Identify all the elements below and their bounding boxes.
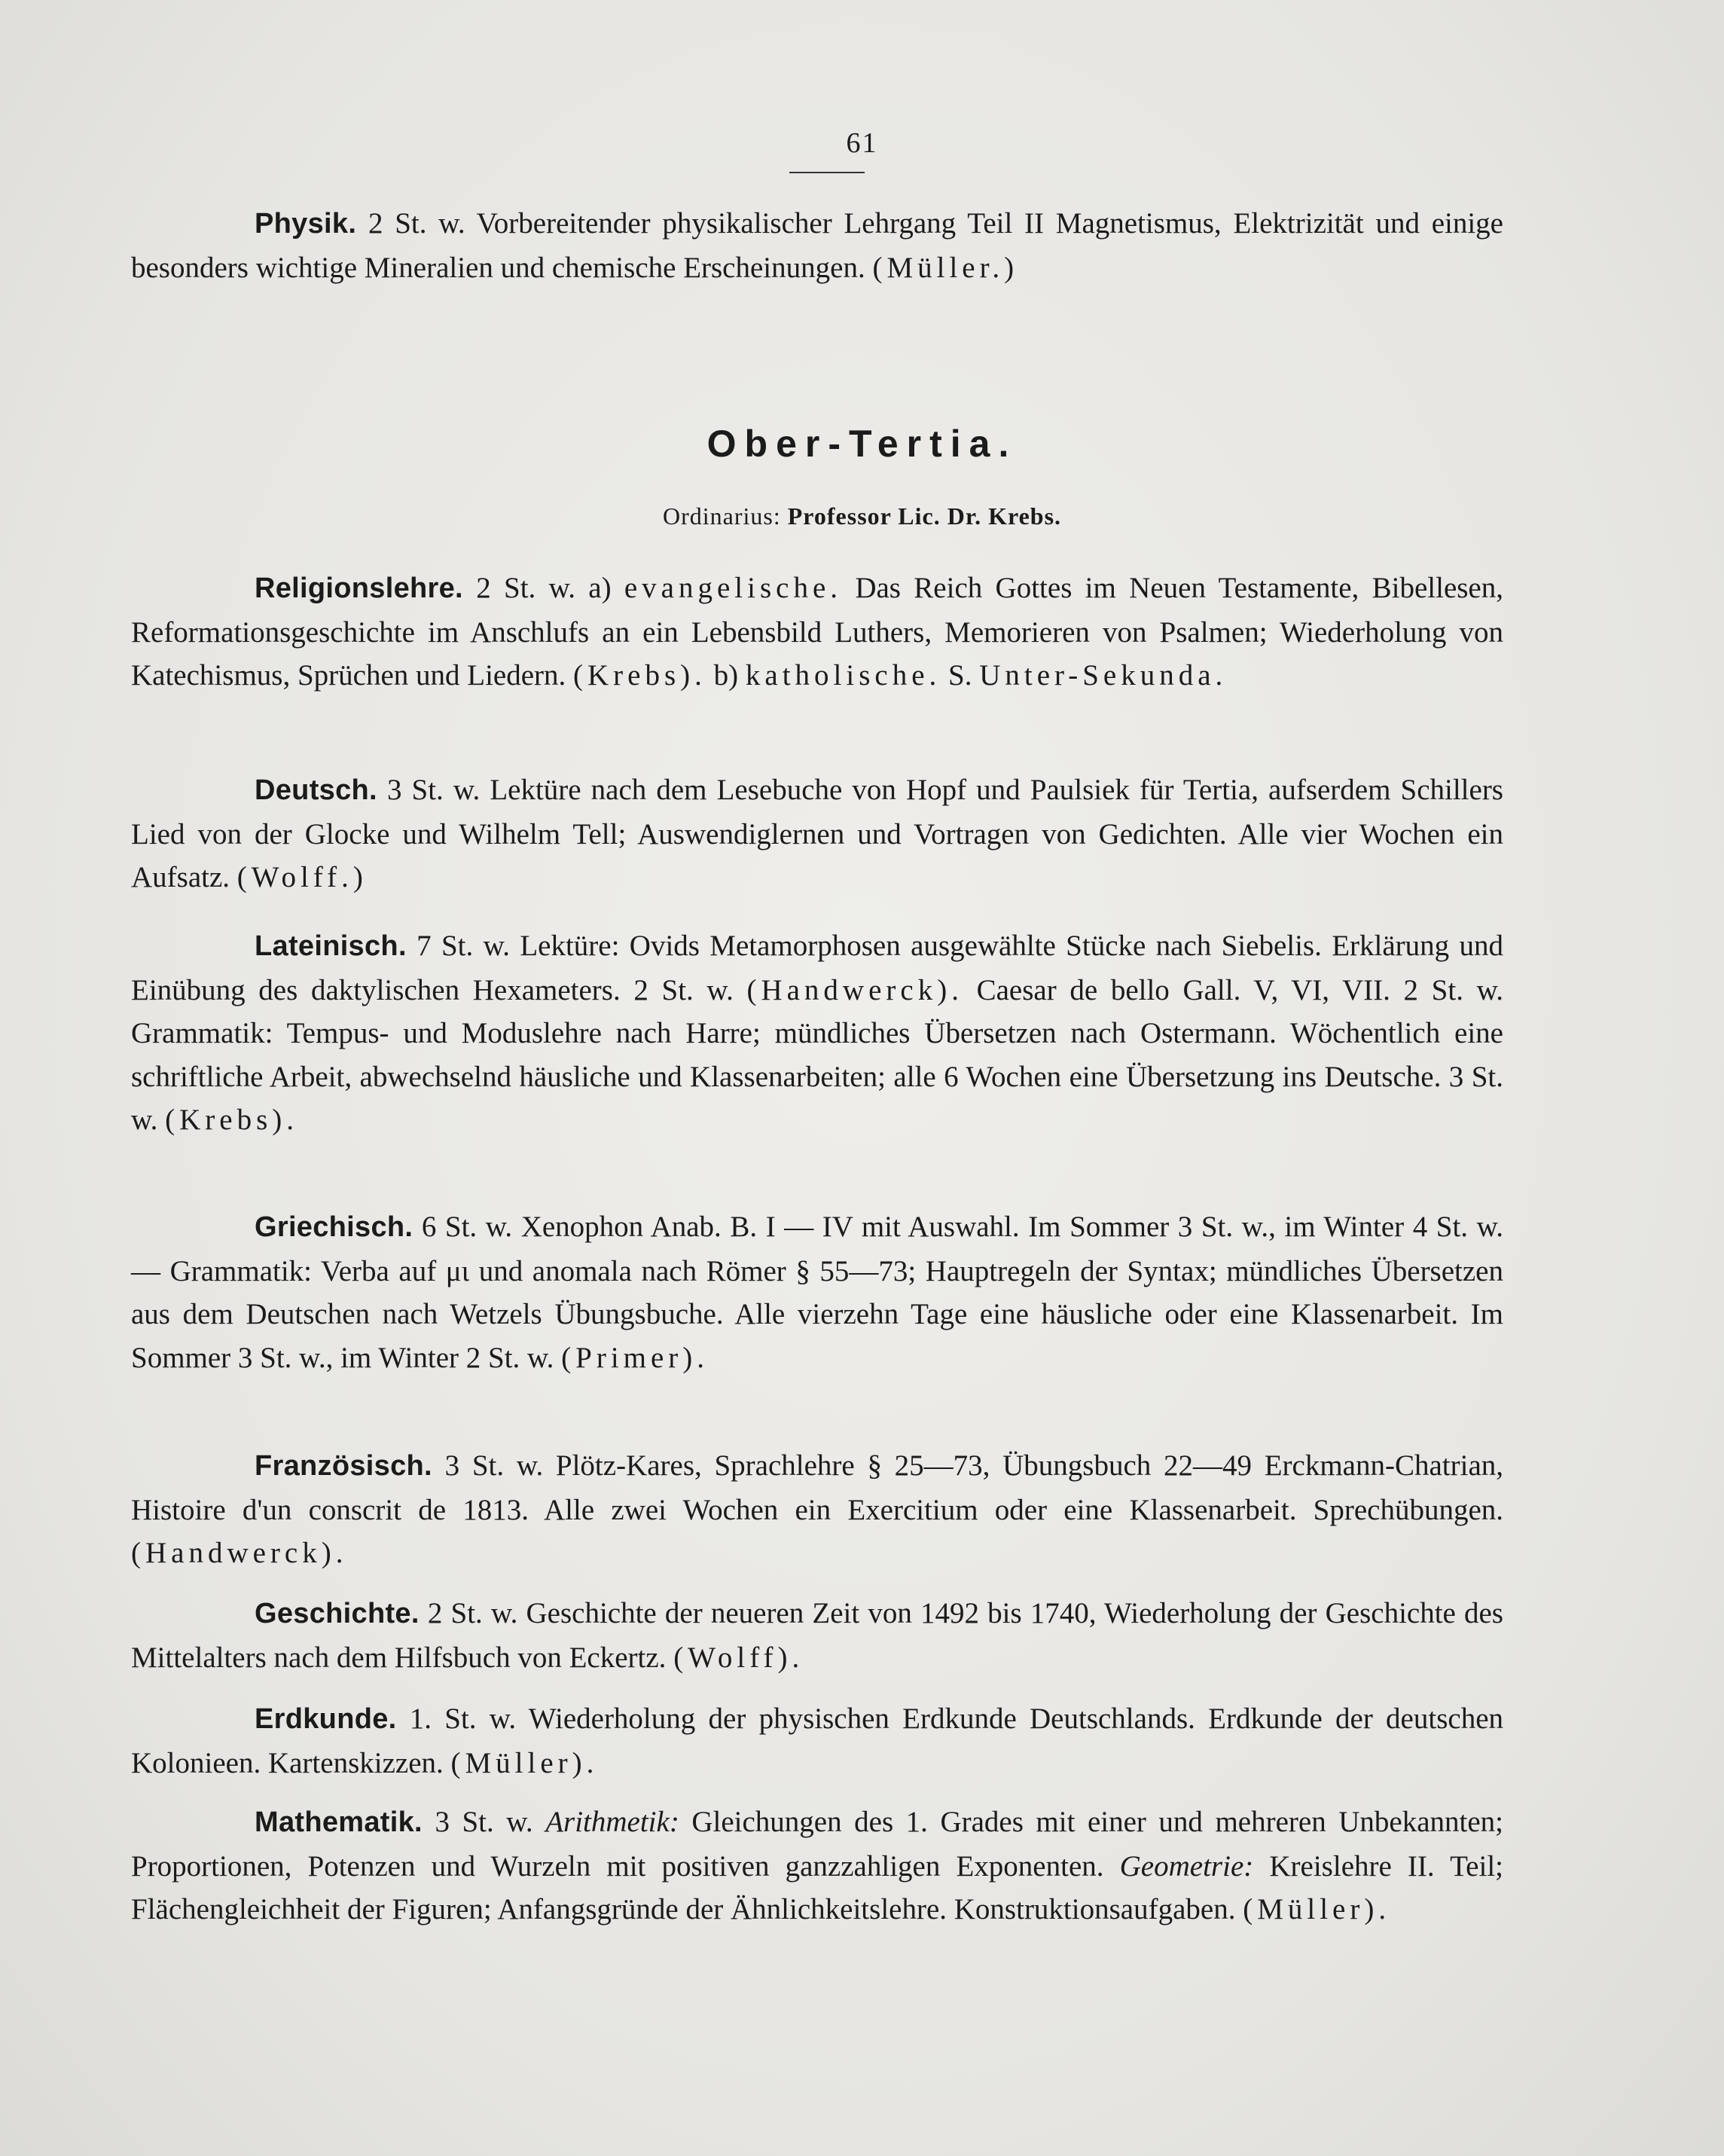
heading-religion: Religionslehre. [255,573,463,604]
heading-latein: Lateinisch. [255,930,407,962]
text-latein-1: 7 St. w. Lektüre: Ovids Metamorphosen ausgewählte Stücke nach Siebelis. Erklärung und Einübung des daktylischen Hexameters. 2 St. w. [131,930,1503,1006]
text-erdkunde: 1. St. w. Wiederholung der physischen Erdkunde Deutschlands. Erdkunde der deutschen Kolonieen. Kartenskizzen. [131,1703,1503,1779]
teacher-deutsch: (Wolff.) [236,861,368,893]
teacher-latein-2: (Krebs). [165,1104,299,1136]
heading-franzoesisch: Französisch. [255,1450,432,1482]
text-geschichte: 2 St. w. Geschichte der neueren Zeit von 1492 bis 1740, Wiederholung der Geschichte des Mittelalters nach dem Hilfsbuch von Eckertz. [131,1597,1503,1674]
class-title: Ober-Tertia. [706,423,1018,465]
teacher-erdkunde: (Müller). [450,1746,599,1779]
section-geschichte [131,1592,1503,1679]
ordinarius-name: Professor Lic. Dr. Krebs. [787,502,1062,530]
heading-geschichte: Geschichte. [255,1598,420,1629]
ordinarius-label: Ordinarius: [662,502,781,530]
section-mathematik [131,1800,1503,1932]
mathematik-geometrie: Geometrie: [1119,1849,1254,1883]
text-griechisch: 6 St. w. Xenophon Anab. B. I — IV mit Auswahl. Im Sommer 3 St. w., im Winter 4 St. w. — Grammatik: Verba auf μι und anomala nach Römer § 55—73; Hauptregeln der Syntax; mündliches Übersetzen aus dem Deutschen nach Wetzels Übungsbuche. Alle vierzehn Tage eine häusliche oder eine Klassenarbeit. Im Sommer 3 St. w., im Winter 2 St. w. [131,1211,1503,1374]
section-religion [131,566,1503,698]
text-mathematik-3: Kreislehre II. Teil; Flächengleichheit der Figuren; Anfangsgründe der Ähnlichkeitslehre. Konstruktionsaufgaben. [131,1849,1503,1925]
text-latein-2: Caesar de bello Gall. V, VI, VII. 2 St. w. Grammatik: Tempus- und Moduslehre nach Harre; mündliches Übersetzen nach Ostermann. Wöchentlich eine schriftliche Arbeit, abwechselnd häusliche und Klassenarbeiten; alle 6 Wochen eine Übersetzung ins Deutsche. 3 St. w. [131,973,1503,1136]
teacher-geschichte: (Wolff). [673,1641,804,1674]
ordinarius [0,502,1724,530]
section-erdkunde [131,1697,1503,1785]
teacher-religion: (Krebs). [573,659,706,692]
heading-deutsch: Deutsch. [255,774,377,806]
religion-ref: Unter-Sekunda. [979,659,1228,692]
text-franzoesisch: 3 St. w. Plötz-Kares, Sprachlehre § 25—73, Übungsbuch 22—49 Erckmann-Chatrian, Histoire d'un conscrit de 1813. Alle zwei Wochen ein Exercitium oder eine Klassenarbeit. Sprechübungen. [131,1449,1503,1526]
teacher-latein-1: (Handwerck). [746,973,963,1006]
text-deutsch: 3 St. w. Lektüre nach dem Lesebuche von Hopf und Paulsiek für Tertia, aufserdem Schillers Lied von der Glocke und Wilhelm Tell; Auswendiglernen und Vortragen von Gedichten. Alle vier Wochen ein Aufsatz. [131,774,1503,893]
section-deutsch [131,768,1503,899]
teacher-mathematik: (Müller). [1243,1893,1391,1925]
heading-mathematik: Mathematik. [255,1806,423,1838]
text-mathematik-2: Gleichungen des 1. Grades mit einer und mehreren Unbekannten; Proportionen, Potenzen und Wurzeln mit positiven ganzzahligen Exponenten. [131,1806,1503,1883]
text-mathematik-1: 3 St. w. [422,1806,546,1838]
teacher-franzoesisch: (Handwerck). [131,1537,348,1569]
teacher-griechisch: (Primer). [561,1341,709,1374]
text-religion-3: b) [706,659,746,692]
section-griechisch [131,1205,1503,1379]
page-number-rule [789,172,865,173]
heading-erdkunde: Erdkunde. [255,1703,397,1735]
section-physik [131,202,1503,289]
mathematik-arithmetik: Arithmetik: [545,1806,679,1838]
text-religion-1: 2 St. w. a) [462,572,624,604]
religion-katholisch: katholische. [745,659,941,692]
text-religion-4: S. [941,659,980,692]
heading-griechisch: Griechisch. [255,1211,413,1243]
section-latein [131,924,1503,1142]
teacher-physik: (Müller.) [872,251,1019,284]
section-franzoesisch [131,1444,1503,1575]
religion-evangelisch: evangelische. [624,572,843,604]
text-religion-2: Das Reich Gottes im Neuen Testamente, Bibellesen, Reformationsgeschichte im Anschlufs an ein Lebensbild Luthers, Memorieren von Psalmen; Wiederholung von Katechismus, Sprüchen und Liedern. [131,572,1503,692]
heading-physik: Physik. [255,208,357,240]
text-physik: 2 St. w. Vorbereitender physikalischer Lehrgang Teil II Magnetismus, Elektrizität und einige besonders wichtige Mineralien und chemische Erscheinungen. [131,207,1503,284]
page-number: 61 [846,127,878,159]
